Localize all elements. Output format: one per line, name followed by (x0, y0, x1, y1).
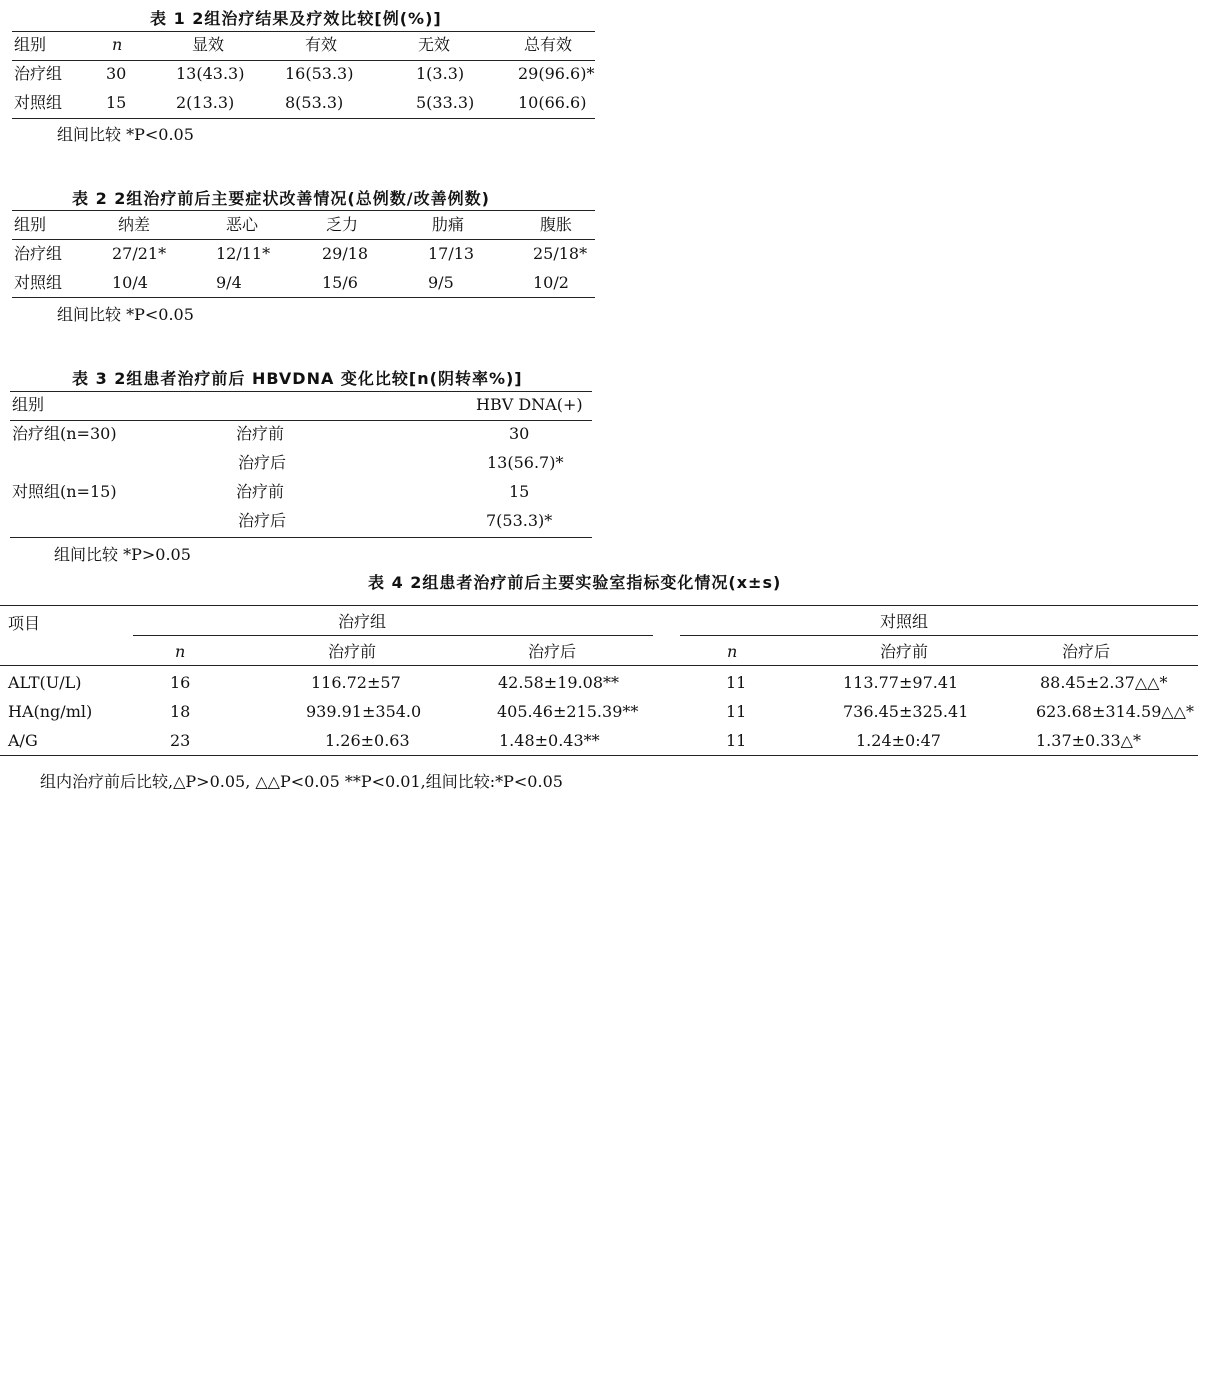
table2-mid-rule (12, 239, 595, 240)
table1-header-total: 总有效 (524, 35, 573, 54)
table2-header-5: 腹胀 (540, 215, 573, 234)
table1-header-effective: 有效 (305, 35, 338, 54)
table4-group-rule-treat (133, 635, 653, 636)
table3-top-rule (10, 391, 592, 392)
table1-header-n: n (112, 35, 123, 54)
table4-mid-rule (0, 665, 1198, 666)
table4-sub-n-treat: n (175, 642, 186, 661)
table4-note: 组内治疗前后比较,△P>0.05, △△P<0.05 **P<0.01,组间比较:*P<0.05 (40, 772, 563, 791)
table1-header-ineffective: 无效 (418, 35, 451, 54)
table1-top-rule (12, 31, 595, 32)
table4-sub-n-ctrl: n (727, 642, 738, 661)
table2-top-rule (12, 210, 595, 211)
table4-group-treat: 治疗组 (338, 612, 387, 631)
table3-header-hbvdna: HBV DNA(+) (476, 395, 583, 414)
table1-title: 表 1 2组治疗结果及疗效比较[例(%)] (150, 9, 442, 28)
table4-sub-after-treat: 治疗后 (528, 642, 577, 661)
table4-sub-after-ctrl: 治疗后 (1062, 642, 1111, 661)
table2-header-4: 肋痛 (432, 215, 465, 234)
table3-note: 组间比较 *P>0.05 (54, 545, 191, 564)
table1-bottom-rule (12, 118, 595, 119)
table2-note: 组间比较 *P<0.05 (57, 305, 194, 324)
table1-header-group: 组别 (14, 35, 47, 54)
table3-bottom-rule (10, 537, 592, 538)
table3-header-group: 组别 (12, 395, 45, 414)
table3-mid-rule (10, 420, 592, 421)
table2-header-group: 组别 (14, 215, 47, 234)
table2-header-3: 乏力 (326, 215, 359, 234)
table4-bottom-rule (0, 755, 1198, 756)
table2-title: 表 2 2组治疗前后主要症状改善情况(总例数/改善例数) (72, 189, 490, 208)
table4-top-rule (0, 605, 1198, 606)
table4-group-rule-ctrl (680, 635, 1198, 636)
table1-mid-rule (12, 60, 595, 61)
table4-sub-before-ctrl: 治疗前 (880, 642, 929, 661)
table1-note: 组间比较 *P<0.05 (57, 125, 194, 144)
table1-header-marked: 显效 (192, 35, 225, 54)
table4-group-ctrl: 对照组 (880, 612, 929, 631)
table4-title: 表 4 2组患者治疗前后主要实验室指标变化情况(x±s) (368, 573, 782, 592)
table3-title: 表 3 2组患者治疗前后 HBVDNA 变化比较[n(阴转率%)] (72, 369, 523, 388)
table2-bottom-rule (12, 297, 595, 298)
table2-header-1: 纳差 (118, 215, 151, 234)
table4-sub-before-treat: 治疗前 (328, 642, 377, 661)
table2-header-2: 恶心 (226, 215, 259, 234)
table4-header-item: 项目 (8, 614, 41, 633)
